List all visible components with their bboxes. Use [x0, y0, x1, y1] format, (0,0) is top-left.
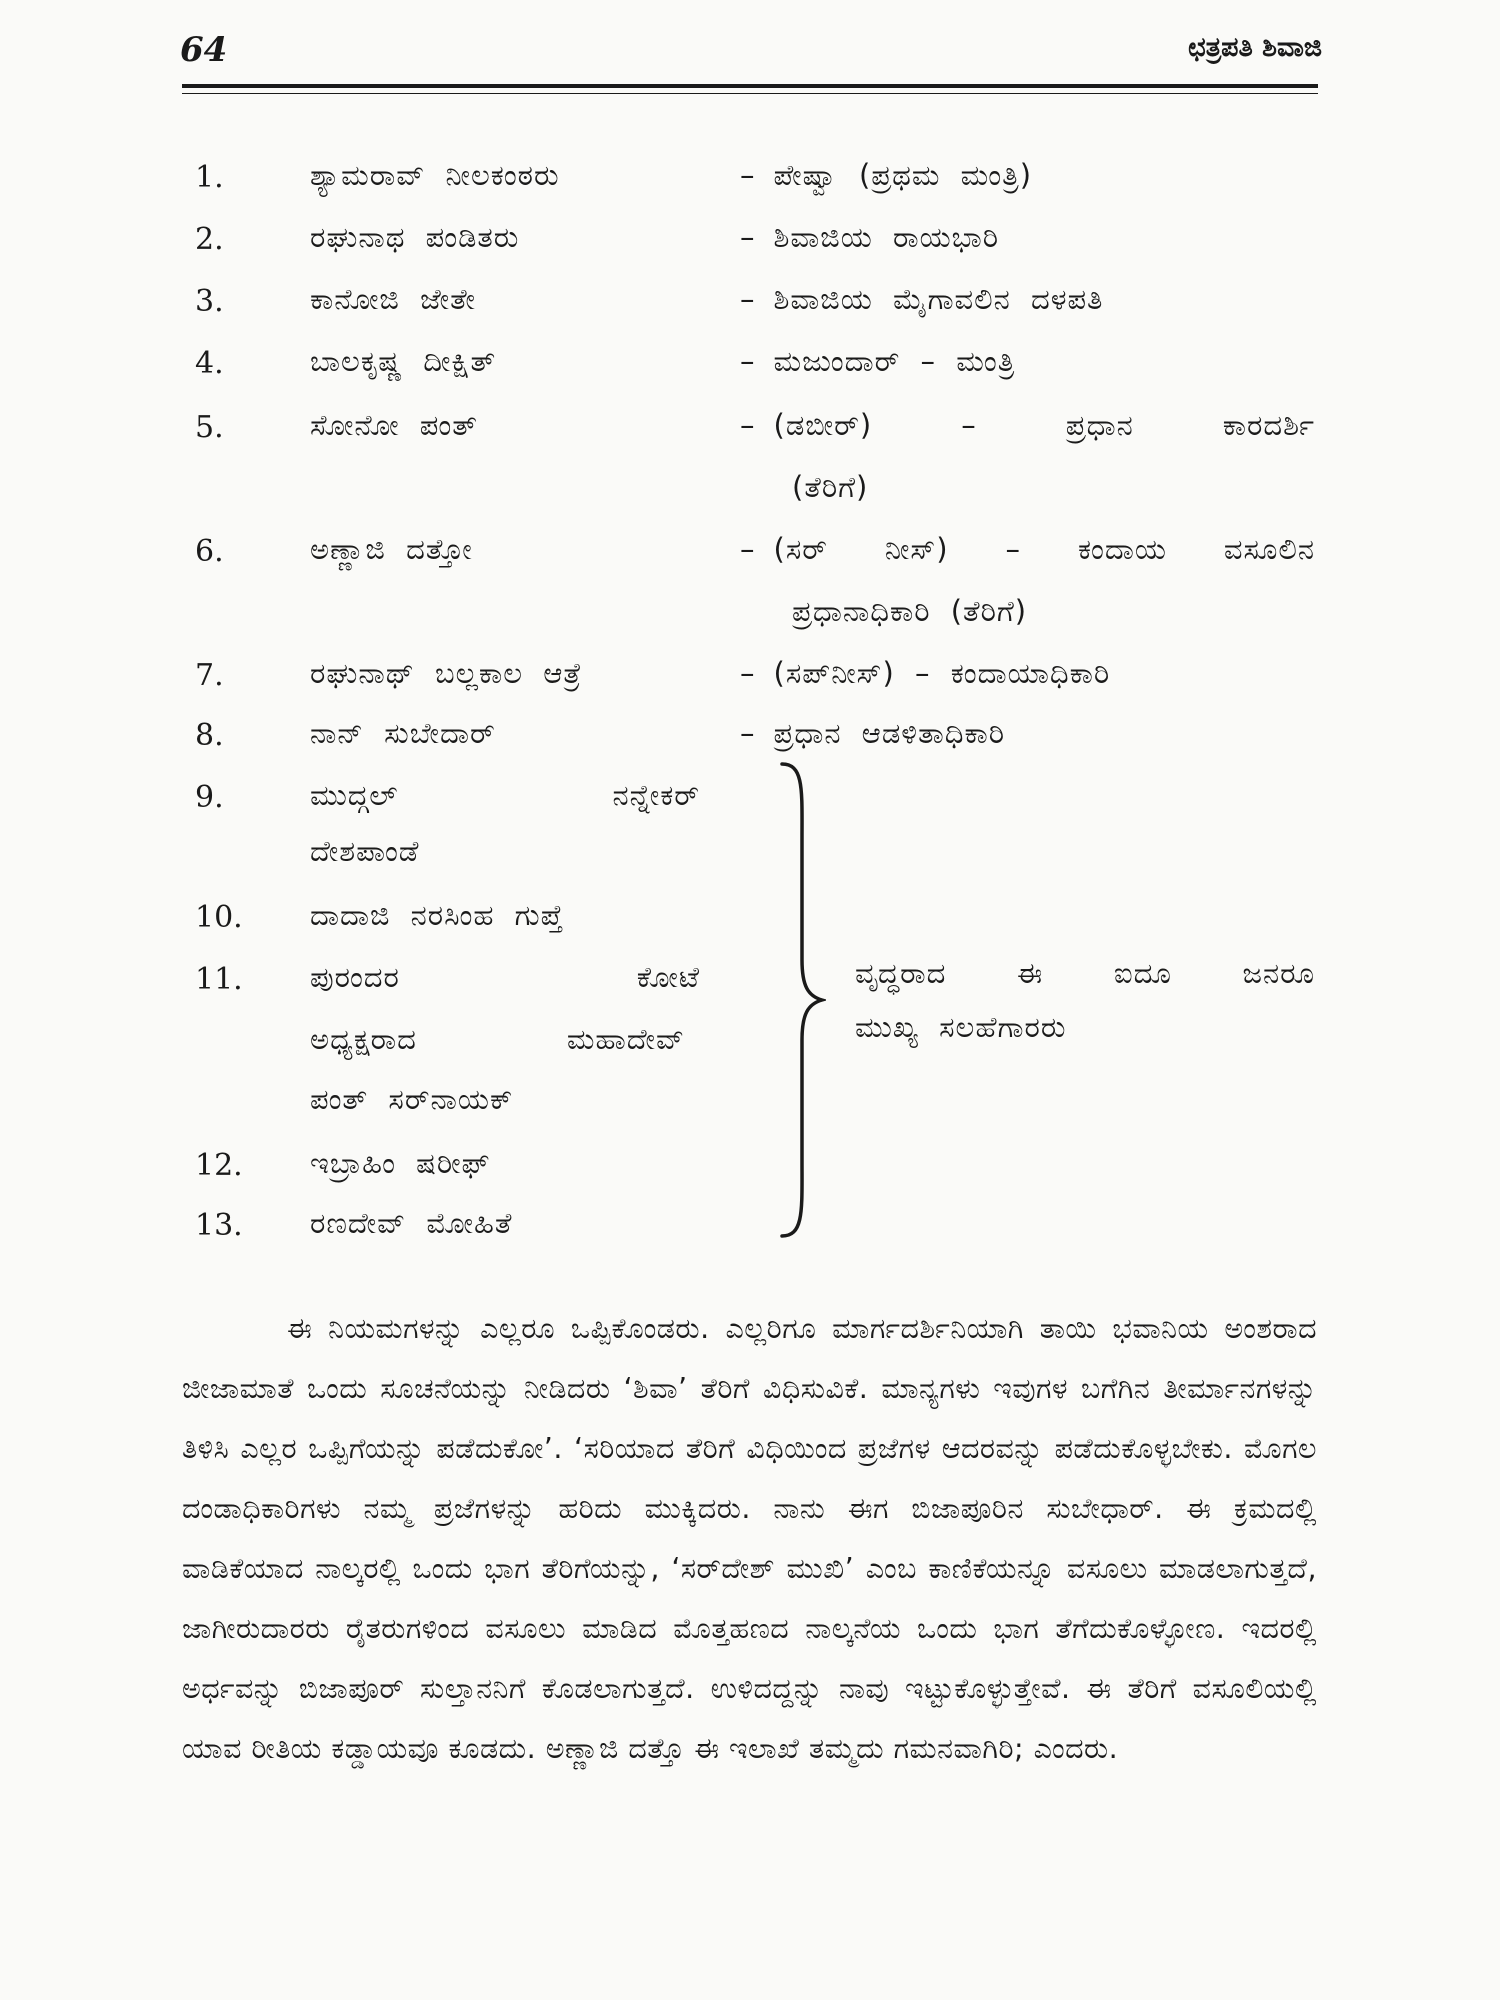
list-dash: – — [740, 282, 756, 316]
list-number: 12. — [195, 1148, 243, 1183]
list-item-name: ರಘುನಾಥ ಪಂಡಿತರು — [310, 220, 520, 254]
advisors-note — [855, 946, 1315, 1054]
list-item-name: ರಘುನಾಥ್ ಬಲ್ಲಕಾಲ ಆತ್ರೆ — [310, 656, 583, 690]
list-item-name: ಸೋನೋ ಪಂತ್ — [310, 408, 478, 442]
list-item-name-cont: ಅಧ್ಯಕ್ಷರಾದ ಮಹಾದೇವ್ — [310, 1022, 685, 1056]
desc-text: ಮಜುಂದಾರ್ – ಮಂತ್ರಿ — [773, 344, 1016, 378]
running-title: ಛತ್ರಪತಿ ಶಿವಾಜಿ — [1188, 32, 1322, 63]
desc-text: (ಡಬೀರ್) – ಪ್ರಧಾನ ಕಾರದರ್ಶಿ — [773, 408, 1315, 442]
list-item-name: ಮುದ್ಗಲ್ ನನ್ನೇಕರ್ — [310, 778, 700, 812]
advisors-note-line: ಮುಖ್ಯ ಸಲಹೆಗಾರರು — [855, 1010, 1067, 1044]
list-item-name-cont: ಪಂತ್ ಸರ್‌ನಾಯಕ್ — [310, 1082, 514, 1116]
list-item-name: ಅಣ್ಣಾಜಿ ದತ್ತೋ — [310, 532, 473, 566]
list-item-desc — [740, 518, 1315, 580]
list-number: 11. — [195, 962, 243, 997]
list-item-name: ಶ್ಯಾಮರಾವ್ ನೀಲಕಂಠರು — [310, 158, 560, 192]
list-dash: – — [740, 344, 756, 378]
list-number: 10. — [195, 900, 243, 935]
list-dash: – — [740, 158, 756, 192]
list-item-desc-cont: (ತೆರಿಗೆ) — [792, 470, 869, 504]
list-dash: – — [740, 220, 756, 254]
list-item-name: ಕಾನೋಜಿ ಜೇತೇ — [310, 282, 477, 316]
list-dash: – — [740, 716, 756, 750]
list-item-desc — [740, 206, 1315, 268]
header-rule — [182, 84, 1318, 88]
list-item-desc — [740, 330, 1315, 392]
list-number: 9. — [195, 780, 224, 815]
body-paragraph: ಈ ನಿಯಮಗಳನ್ನು ಎಲ್ಲರೂ ಒಪ್ಪಿಕೊಂಡರು. ಎಲ್ಲರಿಗೂ ಮಾರ್ಗದರ್ಶಿನಿಯಾಗಿ ತಾಯಿ ಭವಾನಿಯ ಅಂಶರಾದ ಜೀಜಾಮಾತೆ ಒಂದು ಸೂಚನೆಯನ್ನು ನೀಡಿದರು ‘ಶಿವಾ’ ತೆರಿಗೆ ವಿಧಿಸುವಿಕೆ. ಮಾನ್ಯಗಳು ಇವುಗಳ ಬಗೆಗಿನ ತೀರ್ಮಾನಗಳನ್ನು ತಿಳಿಸಿ ಎಲ್ಲರ ಒಪ್ಪಿಗೆಯನ್ನು ಪಡೆದುಕೋ’. ‘ಸರಿಯಾದ ತೆರಿಗೆ ವಿಧಿಯಿಂದ ಪ್ರಜೆಗಳ ಆದರವನ್ನು ಪಡೆದುಕೊಳ್ಳಬೇಕು. ಮೊಗಲ ದಂಡಾಧಿಕಾರಿಗಳು ನಮ್ಮ ಪ್ರಜೆಗಳನ್ನು ಹರಿದು ಮುಕ್ಕಿದರು. ನಾನು ಈಗ ಬಿಜಾಪೂರಿನ ಸುಬೇಧಾರ್. ಈ ಕ್ರಮದಲ್ಲಿ ವಾಡಿಕೆಯಾದ ನಾಲ್ಕರಲ್ಲಿ ಒಂದು ಭಾಗ ತೆರಿಗೆಯನ್ನು, ‘ಸರ್‌ದೇಶ್ ಮುಖಿ’ ಎಂಬ ಕಾಣಿಕೆಯನ್ನೂ ವಸೂಲು ಮಾಡಲಾಗುತ್ತದೆ, ಜಾಗೀರುದಾರರು ರೈತರುಗಳಿಂದ ವಸೂಲು ಮಾಡಿದ ಮೊತ್ತಹಣದ ನಾಲ್ಕನೆಯ ಒಂದು ಭಾಗ ತೆಗೆದುಕೊಳ್ಳೋಣ. ಇದರಲ್ಲಿ ಅರ್ಧವನ್ನು ಬಿಜಾಪೂರ್ ಸುಲ್ತಾನನಿಗೆ ಕೊಡಲಾಗುತ್ತದೆ. ಉಳಿದದ್ದನ್ನು ನಾವು ಇಟ್ಟುಕೊಳ್ಳುತ್ತೇವೆ. ಈ ತೆರಿಗೆ ವಸೂಲಿಯಲ್ಲಿ ಯಾವ ರೀತಿಯ ಕಡ್ಡಾಯವೂ ಕೂಡದು. ಅಣ್ಣಾಜಿ ದತ್ತೊ ಈ ಇಲಾಖೆ ತಮ್ಮದು ಗಮನವಾಗಿರಿ; ಎಂದರು. — [182, 1311, 1317, 1765]
list-item-desc — [740, 268, 1315, 330]
list-item-desc — [740, 642, 1315, 704]
list-item-name: ನಾನ್ ಸುಬೇದಾರ್ — [310, 716, 496, 750]
list-number: 5. — [195, 410, 224, 445]
list-number: 4. — [195, 346, 224, 381]
list-item-name: ರಣದೇವ್ ಮೋಹಿತೆ — [310, 1206, 513, 1240]
list-item-name: ದಾದಾಜಿ ನರಸಿಂಹ ಗುಪ್ತೆ — [310, 898, 564, 932]
desc-text: ಶಿವಾಜಿಯ ರಾಯಭಾರಿ — [773, 220, 1000, 254]
list-number: 6. — [195, 534, 224, 569]
list-dash: – — [740, 408, 756, 442]
list-item-desc-cont: ಪ್ರಧಾನಾಧಿಕಾರಿ (ತೆರಿಗೆ) — [792, 594, 1028, 628]
list-item-name: ಬಾಲಕೃಷ್ಣ ದೀಕ್ಷಿತ್ — [310, 344, 497, 378]
list-number: 2. — [195, 222, 224, 257]
desc-text: (ಸರ್ ನೀಸ್) – ಕಂದಾಯ ವಸೂಲಿನ — [773, 532, 1315, 566]
list-number: 13. — [195, 1208, 243, 1243]
list-item-name: ಇಬ್ರಾಹಿಂ ಷರೀಫ್ — [310, 1146, 491, 1180]
advisors-note-line: ವೃದ್ಧರಾದ ಈ ಐದೂ ಜನರೂ — [855, 956, 1315, 990]
page-number: 64 — [180, 30, 228, 70]
list-item-name-cont: ದೇಶಪಾಂಡೆ — [310, 834, 420, 868]
right-brace-icon — [778, 760, 826, 1240]
list-item-name: ಪುರಂದರ ಕೋಟೆ — [310, 960, 700, 994]
list-item-desc — [740, 144, 1315, 206]
desc-text: (ಸಪ್‌ನೀಸ್) – ಕಂದಾಯಾಧಿಕಾರಿ — [773, 656, 1111, 690]
list-dash: – — [740, 532, 756, 566]
list-item-desc — [740, 394, 1315, 456]
header-rule-thin — [182, 93, 1318, 94]
desc-text: ಪ್ರಧಾನ ಆಡಳಿತಾಧಿಕಾರಿ — [773, 716, 1006, 750]
list-number: 8. — [195, 718, 224, 753]
list-number: 1. — [195, 160, 224, 195]
list-number: 3. — [195, 284, 224, 319]
list-dash: – — [740, 656, 756, 690]
desc-text: ಶಿವಾಜಿಯ ಮೈಗಾವಲಿನ ದಳಪತಿ — [773, 282, 1104, 316]
list-number: 7. — [195, 658, 224, 693]
desc-text: ಪೇಷ್ವಾ (ಪ್ರಥಮ ಮಂತ್ರಿ) — [773, 158, 1033, 192]
list-item-desc — [740, 702, 1315, 764]
